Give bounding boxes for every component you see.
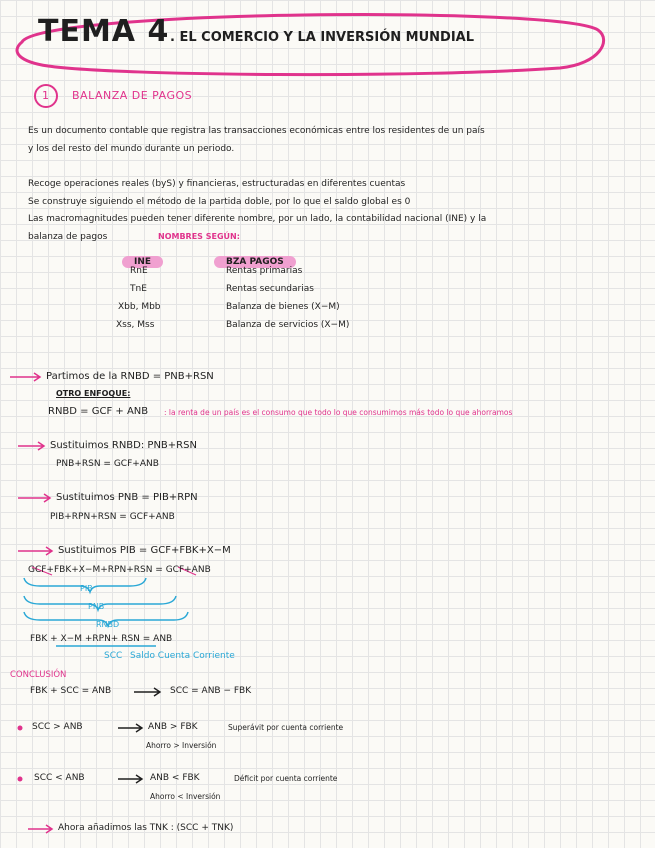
case1-result: ANB > FBK	[148, 722, 198, 732]
step2-text: Sustituimos RNBD: PNB+RSN	[50, 440, 197, 451]
arrow-step4	[18, 547, 52, 555]
case2-cond: SCC < ANB	[34, 773, 85, 783]
conclusion-label: CONCLUSIÓN	[10, 670, 67, 680]
table-row-ine: Xss, Mss	[116, 320, 155, 330]
case1-meaning: Superávit por cuenta corriente	[228, 723, 344, 732]
para2-line2: Se construye siguiendo el método de la partida doble, por lo que el saldo global es 0	[28, 197, 411, 207]
arrow-case1	[118, 724, 142, 732]
case1-sub: Ahorro > Inversión	[146, 741, 217, 750]
names-label: NOMBRES SEGÚN:	[158, 232, 240, 241]
step1-text: Partimos de la RNBD = PNB+RSN	[46, 371, 214, 382]
table-header-bza: BZA PAGOS	[214, 249, 296, 268]
bullet-case1	[18, 726, 23, 731]
step4-eq: GCF+FBK+X−M+RPN+RSN = GCF+ANB	[28, 565, 211, 575]
arrow-conclusion	[134, 688, 160, 696]
case2-meaning: Déficit por cuenta corriente	[234, 774, 338, 783]
title-main: TEMA 4	[38, 14, 170, 49]
arrow-step2	[18, 442, 44, 450]
table-row-ine: Xbb, Mbb	[118, 302, 161, 312]
table-row-bza: Rentas secundarias	[226, 284, 314, 294]
table-row-bza: Balanza de bienes (X−M)	[226, 302, 340, 312]
arrow-final	[28, 825, 52, 833]
bullet-case2	[18, 777, 23, 782]
table-row-ine: RnE	[130, 266, 148, 276]
table-header-ine: INE	[122, 249, 163, 268]
scc-long: Saldo Cuenta Corriente	[130, 651, 235, 661]
intro-line2: y los del resto del mundo durante un periodo.	[28, 144, 235, 154]
step1-label: OTRO ENFOQUE:	[56, 389, 131, 398]
brace-pib-label: PIB	[80, 584, 93, 593]
table-row-bza: Rentas primarias	[226, 266, 303, 276]
step4-text: Sustituimos PIB = GCF+FBK+X−M	[58, 545, 231, 556]
case2-result: ANB < FBK	[150, 773, 200, 783]
para2-line3: Las macromagnitudes pueden tener diferente nombre, por un lado, la contabilidad nacional (INE) y la	[28, 214, 487, 224]
step4-eq2: FBK + X−M +RPN+ RSN = ANB	[30, 634, 173, 644]
step1-eq: RNBD = GCF + ANB	[48, 406, 149, 417]
brace-pnb-label: PNB	[88, 602, 105, 611]
conclusion-eq-right: SCC = ANB − FBK	[170, 686, 252, 696]
scc-short: SCC	[104, 651, 123, 661]
intro-line1: Es un documento contable que registra las transacciones económicas entre los residentes de un país	[28, 126, 485, 136]
table-row-bza: Balanza de servicios (X−M)	[226, 320, 350, 330]
step1-note: : la renta de un país es el consumo que todo lo que consumimos más todo lo que ahorramos	[164, 408, 513, 417]
brace-rnbd-label: RNBD	[96, 620, 120, 629]
case1-cond: SCC > ANB	[32, 722, 83, 732]
para2-line4: balanza de pagos	[28, 232, 108, 242]
step3-eq: PIB+RPN+RSN = GCF+ANB	[50, 512, 175, 522]
title-sub: . EL COMERCIO Y LA INVERSIÓN MUNDIAL	[170, 30, 475, 45]
table-row-ine: TnE	[130, 284, 147, 294]
arrow-case2	[118, 775, 142, 783]
conclusion-eq-left: FBK + SCC = ANB	[30, 686, 112, 696]
para2-line1: Recoge operaciones reales (byS) y financieras, estructuradas en diferentes cuentas	[28, 179, 406, 189]
arrow-step3	[18, 494, 50, 502]
section-number: 1	[42, 89, 49, 102]
step2-eq: PNB+RSN = GCF+ANB	[56, 459, 159, 469]
final-text: Ahora añadimos las TNK : (SCC + TNK)	[58, 823, 234, 833]
case2-sub: Ahorro < Inversión	[150, 792, 221, 801]
arrow-step1	[10, 373, 40, 381]
step3-text: Sustituimos PNB = PIB+RPN	[56, 492, 198, 503]
section-heading: BALANZA DE PAGOS	[72, 89, 193, 102]
